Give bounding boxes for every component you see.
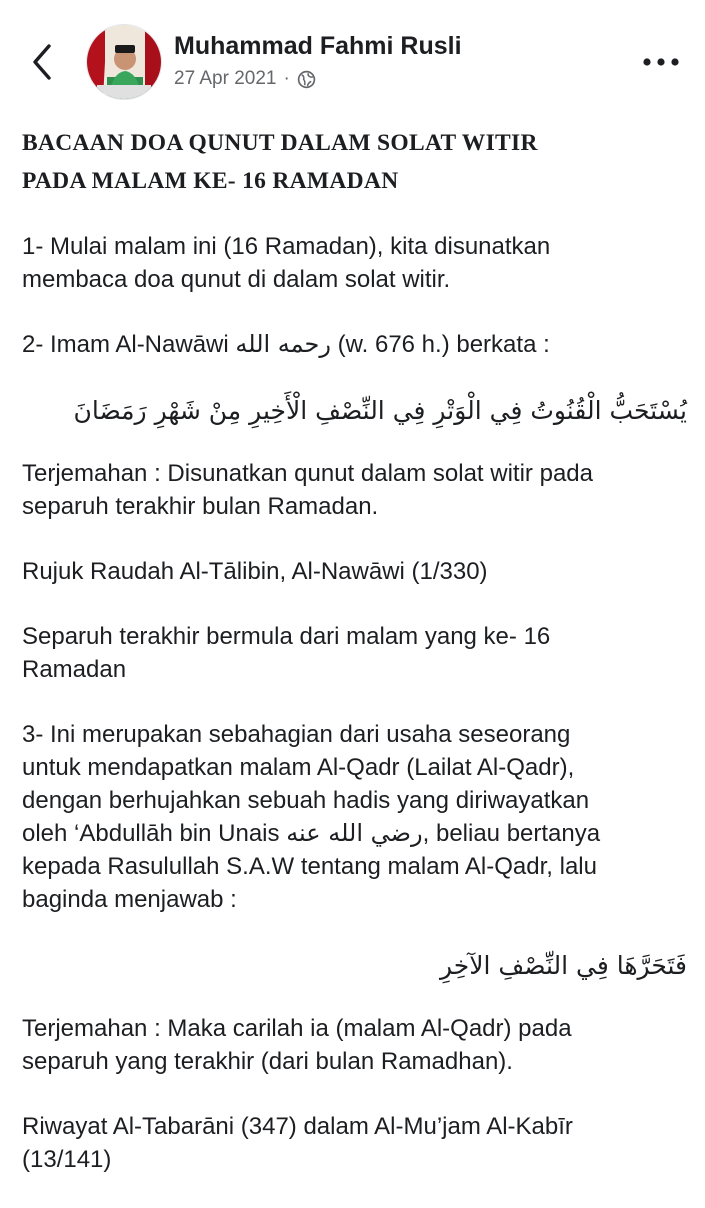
more-dots-icon (641, 57, 681, 67)
post-header (0, 0, 705, 120)
chevron-left-icon (31, 43, 53, 81)
meta-separator: · (283, 68, 290, 89)
arabic-quote-2 (22, 948, 687, 984)
author-name[interactable]: Muhammad Fahmi Rusli (174, 32, 462, 60)
paragraph-4: Rujuk Raudah Al-Tālibin, Al-Nawāwi (1/330) (22, 558, 488, 585)
post-title-line-2: PADA MALAM KE- 16 RAMADAN (22, 168, 399, 194)
paragraph-2 (22, 328, 687, 361)
paragraph-6-text-a: 3- Ini merupakan sebahagian dari usaha seseorang untuk mendapatkan malam Al-Qadr (Lailat Al-Qadr), dengan berhujahkan sebuah hadis yang diriwayatkan oleh ‘Abdullāh bin Unais (22, 721, 590, 847)
post-content (22, 124, 687, 1208)
paragraph-3: Terjemahan : Disunatkan qunut dalam solat witir pada separuh terakhir bulan Ramadan. (22, 460, 593, 520)
paragraph-5: Separuh terakhir bermula dari malam yang ke- 16 Ramadan (22, 623, 551, 683)
more-options-button[interactable] (636, 50, 686, 74)
post-meta (174, 68, 316, 90)
post-date[interactable]: 27 Apr 2021 (174, 68, 277, 89)
avatar-image (87, 25, 161, 99)
paragraph-8: Riwayat Al-Tabarāni (347) dalam Al-Mu’jam Al-Kabīr (13/141) (22, 1113, 573, 1173)
arabic-quote-1: يُسْتَحَبُّ الْقُنُوتُ فِي الْوَتْرِ فِي النِّصْفِ الْأَخِيرِ مِنْ شَهْرِ رَمَضَانَ (73, 396, 687, 425)
post-title (22, 124, 687, 200)
post-title-line-1: BACAAN DOA QUNUT DALAM SOLAT WITIR (22, 130, 538, 156)
paragraph-2-text-a: 2- Imam Al-Nawāwi (22, 331, 236, 358)
paragraph-6-text-b: , beliau bertanya kepada Rasulullah S.A.W tentang malam Al-Qadr, lalu baginda menjawab : (22, 820, 601, 913)
paragraph-7: Terjemahan : Maka carilah ia (malam Al-Qadr) pada separuh yang terakhir (dari bulan Ramadhan). (22, 1015, 572, 1075)
avatar[interactable] (86, 24, 162, 100)
paragraph-2-arabic: رحمه الله (235, 330, 331, 358)
paragraph-1: 1- Mulai malam ini (16 Ramadan), kita disunatkan membaca doa qunut di dalam solat witir. (22, 233, 551, 293)
paragraph-2-text-b: (w. 676 h.) berkata : (330, 331, 550, 358)
paragraph-6 (22, 718, 687, 916)
back-button[interactable] (22, 40, 62, 84)
paragraph-6-arabic: رضي الله عنه (286, 819, 423, 847)
globe-icon (297, 70, 316, 89)
arabic-quote-2-text: فَتَحَرَّهَا فِي النِّصْفِ الآخِرِ (440, 951, 687, 980)
